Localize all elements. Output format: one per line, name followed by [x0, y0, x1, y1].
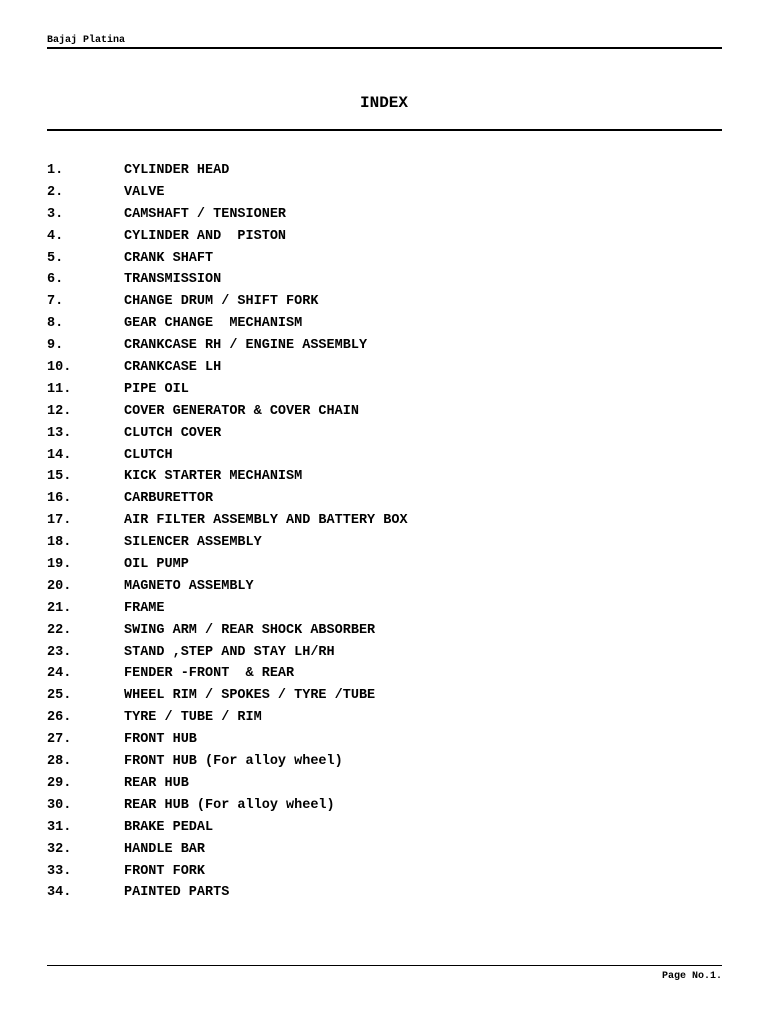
index-item: [47, 204, 408, 226]
index-item: [47, 269, 408, 291]
document-header: Bajaj Platina: [47, 35, 126, 46]
index-item: [47, 226, 408, 248]
index-item: [47, 707, 408, 729]
index-item: [47, 773, 408, 795]
index-item: [47, 510, 408, 532]
index-item-number: 19.: [47, 557, 72, 573]
footer-divider: [47, 965, 722, 966]
index-item-title: REAR HUB: [124, 775, 189, 791]
index-item-title: SWING ARM / REAR SHOCK ABSORBER: [124, 622, 376, 638]
index-item-number: 32.: [47, 841, 72, 857]
index-item-title: COVER GENERATOR & COVER CHAIN: [124, 403, 359, 419]
index-item-title: CYLINDER HEAD: [124, 163, 230, 178]
index-item-title: STAND ,STEP AND STAY LH/RH: [124, 644, 335, 660]
index-item-title: SILENCER ASSEMBLY: [124, 535, 262, 551]
header-divider: [47, 47, 722, 49]
index-item-number: 22.: [47, 622, 72, 638]
index-item-number: 23.: [47, 644, 72, 660]
index-item-title: REAR HUB (For alloy wheel): [124, 797, 335, 813]
index-item-number: 5.: [47, 250, 64, 266]
index-item: [47, 445, 408, 467]
index-item-title: FRONT FORK: [124, 863, 206, 879]
index-item-title: CLUTCH COVER: [124, 425, 222, 441]
page-title: INDEX: [359, 94, 408, 112]
index-item-title: FRAME: [124, 600, 165, 616]
index-item-title: BRAKE PEDAL: [124, 819, 214, 835]
index-item: [47, 160, 408, 182]
index-item-title: AIR FILTER ASSEMBLY AND BATTERY BOX: [124, 513, 408, 529]
index-item-number: 26.: [47, 710, 72, 726]
index-item-title: PIPE OIL: [124, 381, 189, 397]
index-item-title: CRANKCASE LH: [124, 360, 222, 376]
index-item: [47, 423, 408, 445]
index-item: [47, 663, 408, 685]
index-item: [47, 488, 408, 510]
index-item-number: 2.: [47, 184, 64, 200]
index-item-title: CHANGE DRUM / SHIFT FORK: [124, 294, 319, 310]
index-item: [47, 291, 408, 313]
index-item-number: 24.: [47, 666, 72, 682]
index-item: [47, 313, 408, 335]
index-item-number: 1.: [47, 163, 64, 178]
index-item-number: 10.: [47, 360, 72, 376]
index-item: [47, 882, 408, 904]
index-item-title: HANDLE BAR: [124, 841, 206, 857]
index-item-title: TYRE / TUBE / RIM: [124, 710, 262, 726]
index-item-number: 31.: [47, 819, 72, 835]
index-item-title: TRANSMISSION: [124, 272, 222, 288]
index-item: [47, 861, 408, 883]
index-item-title: FRONT HUB: [124, 732, 197, 748]
index-item: [47, 685, 408, 707]
index-item-number: 4.: [47, 228, 64, 244]
index-item: [47, 642, 408, 664]
index-item: [47, 729, 408, 751]
index-item: [47, 379, 408, 401]
index-item-number: 30.: [47, 797, 72, 813]
index-item-number: 14.: [47, 447, 72, 463]
index-item-number: 15.: [47, 469, 72, 485]
index-item-number: 18.: [47, 535, 72, 551]
index-item-number: 20.: [47, 578, 72, 594]
index-item: [47, 554, 408, 576]
title-divider: [47, 129, 722, 131]
index-item: [47, 795, 408, 817]
index-item-number: 33.: [47, 863, 72, 879]
index-item-number: 27.: [47, 732, 72, 748]
index-item-title: FRONT HUB (For alloy wheel): [124, 754, 343, 770]
index-item-title: GEAR CHANGE MECHANISM: [124, 316, 303, 332]
index-item-number: 21.: [47, 600, 72, 616]
index-item-title: CAMSHAFT / TENSIONER: [124, 206, 287, 222]
index-item-number: 34.: [47, 885, 72, 901]
index-item-number: 11.: [47, 381, 72, 397]
index-item-title: CARBURETTOR: [124, 491, 214, 507]
index-item: [47, 335, 408, 357]
index-list: [47, 160, 408, 904]
index-item-title: CLUTCH: [124, 447, 173, 463]
index-item: [47, 751, 408, 773]
index-item: [47, 401, 408, 423]
index-item-number: 17.: [47, 513, 72, 529]
index-item: [47, 248, 408, 270]
index-item: [47, 576, 408, 598]
index-item: [47, 182, 408, 204]
index-item-title: MAGNETO ASSEMBLY: [124, 578, 254, 594]
index-item: [47, 620, 408, 642]
page-number: Page No.1.: [661, 971, 722, 982]
index-item: [47, 817, 408, 839]
index-item-title: WHEEL RIM / SPOKES / TYRE /TUBE: [124, 688, 376, 704]
index-item-number: 12.: [47, 403, 72, 419]
index-item-number: 3.: [47, 206, 64, 222]
index-item-number: 16.: [47, 491, 72, 507]
index-item-title: FENDER -FRONT & REAR: [124, 666, 295, 682]
index-item-number: 13.: [47, 425, 72, 441]
index-item-number: 29.: [47, 775, 72, 791]
index-item-number: 9.: [47, 338, 64, 354]
index-item-number: 8.: [47, 316, 64, 332]
index-item-title: OIL PUMP: [124, 557, 189, 573]
index-item-number: 7.: [47, 294, 64, 310]
index-item-title: CRANKCASE RH / ENGINE ASSEMBLY: [124, 338, 368, 354]
index-item-number: 25.: [47, 688, 72, 704]
index-item-number: 6.: [47, 272, 64, 288]
index-item: [47, 466, 408, 488]
index-item: [47, 598, 408, 620]
index-item-title: CRANK SHAFT: [124, 250, 214, 266]
index-item: [47, 839, 408, 861]
index-item-title: CYLINDER AND PISTON: [124, 228, 287, 244]
index-item-title: PAINTED PARTS: [124, 885, 230, 901]
index-item: [47, 357, 408, 379]
index-item: [47, 532, 408, 554]
index-item-title: KICK STARTER MECHANISM: [124, 469, 303, 485]
index-item-title: VALVE: [124, 184, 165, 200]
index-item-number: 28.: [47, 754, 72, 770]
